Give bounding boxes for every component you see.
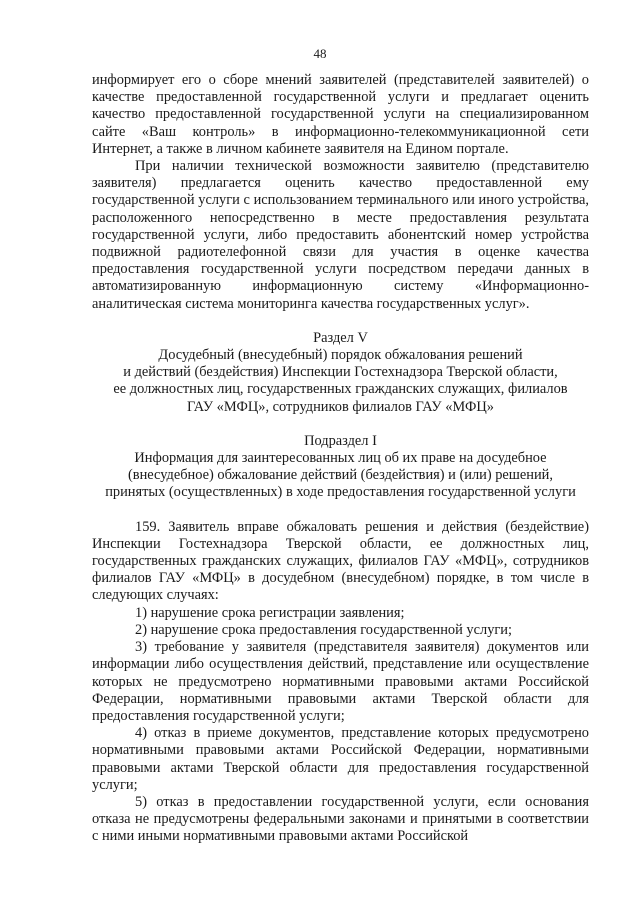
subsection-title-line: Информация для заинтересованных лиц об их праве на досудебное (134, 450, 547, 467)
section-label: Раздел V (313, 329, 368, 346)
subsection-label: Подраздел I (304, 432, 377, 449)
list-item: 1) нарушение срока регистрации заявления; (135, 604, 405, 621)
page-number: 48 (313, 46, 327, 61)
paragraph: информирует его о сборе мнений заявителей (представителей заявителей) о качестве предоставленной государственной услуги и предлагает оценить качество предоставленной государственной услуги на специализированном сайте «Ваш контроль» в информационно-телекоммуникационной сети Интернет, а также в личном кабинете заявителя на Едином портале. (92, 72, 589, 157)
list-item: 3) требование у заявителя (представителя заявителя) документов или информации либо осуществления действий, представление или осуществление которых не предусмотрено нормативными правовыми актами Российской Федерации, нормативными правовыми актами Тверской области для предоставления государственной услуги; (92, 639, 589, 724)
document-body (92, 72, 589, 846)
list-item: 5) отказ в предоставлении государственной услуги, если основания отказа не предусмотрены федеральными законами и принятыми в соответствии с ними иными нормативными правовыми актами Российской (92, 793, 589, 845)
subsection-title-line: принятых (осуществленных) в ходе предоставления государственной услуги (105, 484, 576, 501)
section-title-line: и действий (бездействия) Инспекции Гостехнадзора Тверской области, (123, 364, 558, 381)
section-title-line: ГАУ «МФЦ», сотрудников филиалов ГАУ «МФЦ» (187, 398, 494, 415)
paragraph: При наличии технической возможности заявителю (представителю заявителя) предлагается оценить качество предоставленной ему государственной услуги с использованием терминального или иного устройства, расположенного непосредственно в месте предоставления результата государственной услуги, либо предоставить абонентский номер устройства подвижной радиотелефонной связи для участия в оценке качества предоставления государственной услуги посредством передачи данных в автоматизированную информационную систему «Информационно-аналитическая система мониторинга качества государственных услуг». (92, 158, 589, 312)
list-item: 4) отказ в приеме документов, представление которых предусмотрено нормативными правовыми актами Российской Федерации, нормативными правовыми актами Тверской области для предоставления государственной услуги; (92, 725, 589, 793)
section-title-line: ее должностных лиц, государственных гражданских служащих, филиалов (113, 381, 568, 398)
paragraph: 159. Заявитель вправе обжаловать решения и действия (бездействие) Инспекции Гостехнадзора Тверской области, ее должностных лиц, государственных гражданских служащих, филиалов ГАУ «МФЦ», сотрудников филиалов ГАУ «МФЦ» в досудебном (внесудебном) порядке, в том числе в следующих случаях: (92, 518, 589, 604)
list-item: 2) нарушение срока предоставления государственной услуги; (135, 621, 512, 638)
subsection-title-line: (внесудебное) обжалование действий (бездействия) и (или) решений, (128, 467, 553, 484)
section-title-line: Досудебный (внесудебный) порядок обжалования решений (158, 347, 523, 364)
